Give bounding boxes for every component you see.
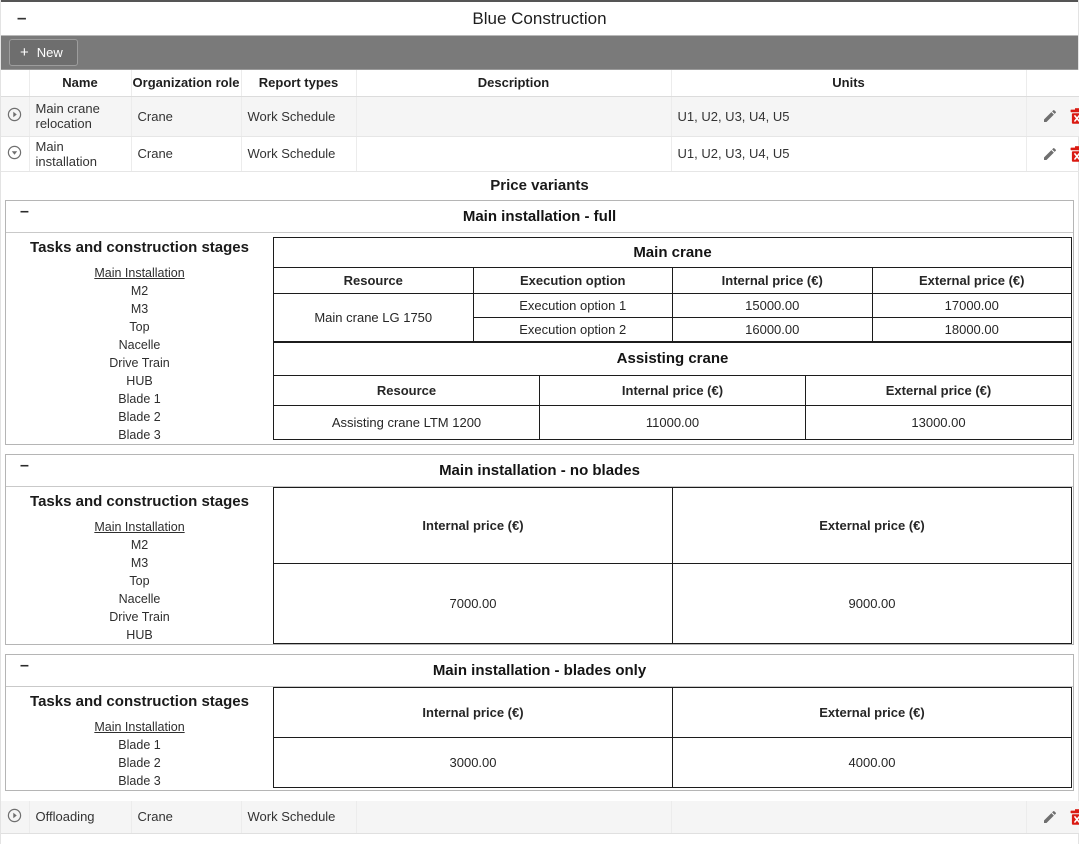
cell-actions (1026, 136, 1079, 171)
task-item: M2 (130, 537, 149, 552)
column-header-external-price: External price (€) (673, 687, 1072, 737)
task-item: Blade 2 (118, 409, 161, 424)
column-header-execution-option: Execution option (473, 267, 673, 293)
main-crane-table-title: Main crane (274, 237, 1072, 267)
task-item: Blade 1 (118, 391, 161, 406)
cell-organization-role: Crane (131, 801, 241, 834)
column-header-organization-role: Organization role (131, 70, 241, 96)
cell-report-types: Work Schedule (241, 801, 356, 834)
task-item: HUB (126, 373, 153, 388)
edit-icon[interactable] (1042, 108, 1058, 124)
expand-row-icon[interactable] (6, 807, 23, 824)
cell-actions (1026, 801, 1079, 834)
assisting-crane-table-title: Assisting crane (274, 342, 1072, 375)
cell-description (356, 96, 671, 136)
window-titlebar (1, 0, 1078, 36)
task-item: M3 (130, 301, 149, 316)
cell-external-price: 4000.00 (673, 737, 1072, 787)
tasks-and-stages-list (6, 487, 273, 644)
column-header-actions (1026, 70, 1079, 96)
expand-row-icon[interactable] (6, 106, 23, 123)
column-header-resource: Resource (274, 267, 474, 293)
price-variants-heading: Price variants (490, 177, 589, 194)
panel-header (6, 455, 1073, 487)
cell-external-price: 9000.00 (673, 563, 1072, 643)
task-item: Drive Train (109, 355, 170, 370)
toolbar (1, 36, 1078, 70)
tasks-and-stages-list (6, 233, 273, 444)
tasks-and-stages-list (6, 687, 273, 790)
expand-cell (1, 96, 29, 136)
column-header-internal-price: Internal price (€) (274, 687, 673, 737)
column-header-resource: Resource (274, 375, 540, 405)
task-item: Top (129, 319, 150, 334)
tasks-heading: Tasks and construction stages (30, 692, 249, 710)
task-item: Blade 3 (118, 773, 161, 788)
cell-external-price: 18000.00 (872, 317, 1072, 341)
cell-units (671, 801, 1026, 834)
cell-report-types: Work Schedule (241, 136, 356, 171)
edit-icon[interactable] (1042, 146, 1058, 162)
expand-cell (1, 136, 29, 171)
panel-title: Main installation - blades only (432, 661, 647, 679)
task-item: Blade 2 (118, 755, 161, 770)
task-link-main-installation[interactable]: Main Installation (94, 519, 185, 534)
task-item: Blade 1 (118, 737, 161, 752)
new-button[interactable] (9, 39, 78, 66)
column-header-internal-price: Internal price (€) (540, 375, 806, 405)
cell-organization-role: Crane (131, 136, 241, 171)
main-crane-price-table (273, 237, 1072, 342)
panel-title: Main installation - full (462, 207, 617, 225)
task-item: HUB (126, 627, 153, 642)
task-link-main-installation[interactable]: Main Installation (94, 719, 185, 734)
table-row-main-crane-relocation (1, 96, 1079, 136)
task-item: Nacelle (118, 337, 161, 352)
cell-name: Main installation (29, 136, 131, 171)
cell-execution-option: Execution option 1 (473, 293, 673, 317)
panel-header (6, 201, 1073, 233)
cell-external-price: 13000.00 (806, 405, 1072, 439)
cell-internal-price: 15000.00 (673, 293, 873, 317)
new-button-label: New (36, 45, 63, 60)
column-header-report-types: Report types (241, 70, 356, 96)
tasks-table-continued (1, 801, 1079, 835)
cell-description (356, 136, 671, 171)
table-row-offloading (1, 801, 1079, 834)
panel-collapse-button[interactable]: – (20, 656, 29, 674)
column-header-external-price: External price (€) (806, 375, 1072, 405)
cell-units: U1, U2, U3, U4, U5 (671, 136, 1026, 171)
variant-price-table (273, 687, 1072, 788)
tasks-heading: Tasks and construction stages (30, 238, 249, 256)
task-item: Blade 3 (118, 427, 161, 442)
expand-cell (1, 801, 29, 834)
price-variant-panel-blades-only (5, 654, 1074, 791)
delete-icon[interactable] (1070, 809, 1079, 825)
table-row (274, 563, 1072, 643)
collapse-row-icon[interactable] (6, 144, 23, 161)
panel-collapse-button[interactable]: – (20, 202, 29, 220)
cell-report-types: Work Schedule (241, 96, 356, 136)
expand-column-header (1, 70, 29, 96)
delete-icon[interactable] (1070, 146, 1079, 162)
task-item: M3 (130, 555, 149, 570)
column-header-description: Description (356, 70, 671, 96)
table-header-row (1, 70, 1079, 96)
edit-icon[interactable] (1042, 809, 1058, 825)
column-header-internal-price: Internal price (€) (274, 487, 673, 563)
tasks-table (1, 70, 1079, 172)
column-header-external-price: External price (€) (872, 267, 1072, 293)
panel-header (6, 655, 1073, 687)
cell-internal-price: 3000.00 (274, 737, 673, 787)
tasks-heading: Tasks and construction stages (30, 492, 249, 510)
cell-internal-price: 16000.00 (673, 317, 873, 341)
column-header-internal-price: Internal price (€) (673, 267, 873, 293)
panel-title: Main installation - no blades (439, 461, 640, 479)
delete-icon[interactable] (1070, 108, 1079, 124)
task-link-main-installation[interactable]: Main Installation (94, 265, 185, 280)
cell-execution-option: Execution option 2 (473, 317, 673, 341)
assisting-crane-price-table (273, 342, 1072, 440)
panel-collapse-button[interactable]: – (20, 456, 29, 474)
column-header-external-price: External price (€) (673, 487, 1072, 563)
task-item: Nacelle (118, 591, 161, 606)
cell-internal-price: 7000.00 (274, 563, 673, 643)
cell-resource: Assisting crane LTM 1200 (274, 405, 540, 439)
table-row (274, 293, 1072, 317)
cell-units: U1, U2, U3, U4, U5 (671, 96, 1026, 136)
price-variant-panel-no-blades (5, 454, 1074, 645)
cell-resource: Main crane LG 1750 (274, 293, 474, 341)
window-collapse-button[interactable]: – (17, 8, 27, 27)
table-row (274, 737, 1072, 787)
cell-name: Main crane relocation (29, 96, 131, 136)
task-item: Top (129, 573, 150, 588)
window-title: Blue Construction (472, 8, 607, 28)
column-header-name: Name (29, 70, 131, 96)
task-item: Drive Train (109, 609, 170, 624)
table-row (274, 405, 1072, 439)
variant-price-table (273, 487, 1072, 644)
table-row-main-installation (1, 136, 1079, 171)
cell-name: Offloading (29, 801, 131, 834)
task-item: M2 (130, 283, 149, 298)
column-header-units: Units (671, 70, 1026, 96)
cell-internal-price: 11000.00 (540, 405, 806, 439)
plus-icon: + (20, 44, 29, 61)
cell-description (356, 801, 671, 834)
cell-external-price: 17000.00 (872, 293, 1072, 317)
price-variant-panel-full (5, 200, 1074, 445)
cell-organization-role: Crane (131, 96, 241, 136)
cell-actions (1026, 96, 1079, 136)
